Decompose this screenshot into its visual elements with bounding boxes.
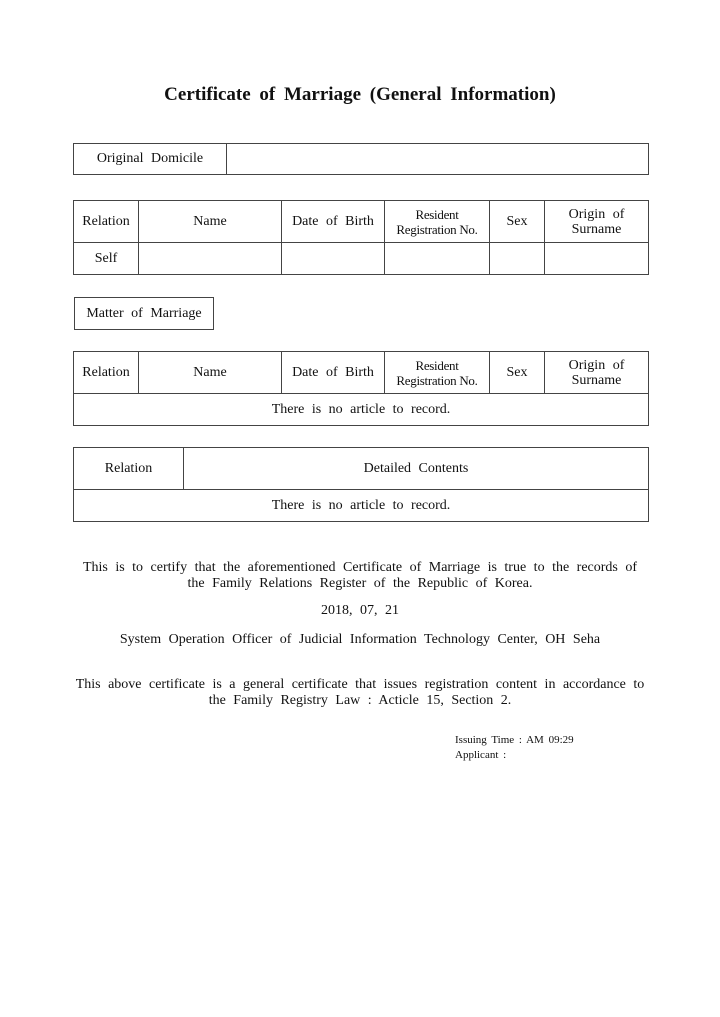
- col-relation: Relation: [74, 352, 139, 394]
- col-name: Name: [139, 352, 282, 394]
- col-resident-no-line2: Registration No.: [396, 372, 478, 388]
- legal-basis-line1: This above certificate is a general certificate that issues registration content in accordance to: [75, 677, 645, 692]
- issuing-time: Issuing Time : AM 09:29: [455, 734, 574, 746]
- marriage-table: [73, 351, 649, 426]
- page-title: Certificate of Marriage (General Information): [164, 84, 556, 105]
- applicant: Applicant :: [455, 749, 507, 761]
- marriage-table-header: [74, 352, 649, 394]
- self-row: [74, 243, 649, 275]
- legal-basis-line2: the Family Registry Law : Acticle 15, Section 2.: [208, 693, 512, 708]
- col-detail-relation: Relation: [74, 448, 184, 490]
- self-name: [139, 243, 282, 275]
- detail-table-header: [74, 448, 649, 490]
- col-origin-line1: Origin of: [568, 357, 625, 373]
- col-resident-no-line1: Resident: [415, 357, 459, 373]
- detail-empty-text: There is no article to record.: [74, 490, 649, 522]
- domicile-label: Original Domicile: [74, 144, 227, 175]
- col-origin-line2: Surname: [571, 221, 622, 237]
- col-relation: Relation: [74, 201, 139, 243]
- self-origin: [545, 243, 649, 275]
- col-resident-no: [385, 201, 490, 243]
- self-resident-no: [385, 243, 490, 275]
- col-origin-of-surname: [545, 352, 649, 394]
- col-resident-no: [385, 352, 490, 394]
- detail-table: [73, 447, 649, 522]
- self-relation: Self: [74, 243, 139, 275]
- domicile-value: [227, 144, 649, 175]
- col-origin-line1: Origin of: [568, 206, 625, 222]
- col-resident-no-line1: Resident: [415, 206, 459, 222]
- col-origin-line2: Surname: [571, 372, 622, 388]
- officer-signature: System Operation Officer of Judicial Information Technology Center, OH Seha: [119, 632, 601, 647]
- marriage-empty-text: There is no article to record.: [74, 394, 649, 426]
- legal-basis-statement: [0, 677, 720, 709]
- matter-of-marriage-label: Matter of Marriage: [74, 297, 214, 330]
- col-date-of-birth: Date of Birth: [282, 201, 385, 243]
- col-detailed-contents: Detailed Contents: [184, 448, 649, 490]
- col-origin-of-surname: [545, 201, 649, 243]
- marriage-empty-row: [74, 394, 649, 426]
- detail-empty-row: [74, 490, 649, 522]
- certification-statement: [0, 560, 720, 592]
- col-name: Name: [139, 201, 282, 243]
- self-table-header: [74, 201, 649, 243]
- col-sex: Sex: [490, 201, 545, 243]
- certification-date: 2018, 07, 21: [321, 603, 399, 618]
- self-dob: [282, 243, 385, 275]
- domicile-table: [73, 143, 649, 175]
- col-date-of-birth: Date of Birth: [282, 352, 385, 394]
- certification-line2: the Family Relations Register of the Republic of Korea.: [187, 576, 533, 591]
- self-sex: [490, 243, 545, 275]
- col-sex: Sex: [490, 352, 545, 394]
- col-resident-no-line2: Registration No.: [396, 221, 478, 237]
- certification-line1: This is to certify that the aforementioned Certificate of Marriage is true to the records of: [82, 560, 638, 575]
- self-table: [73, 200, 649, 275]
